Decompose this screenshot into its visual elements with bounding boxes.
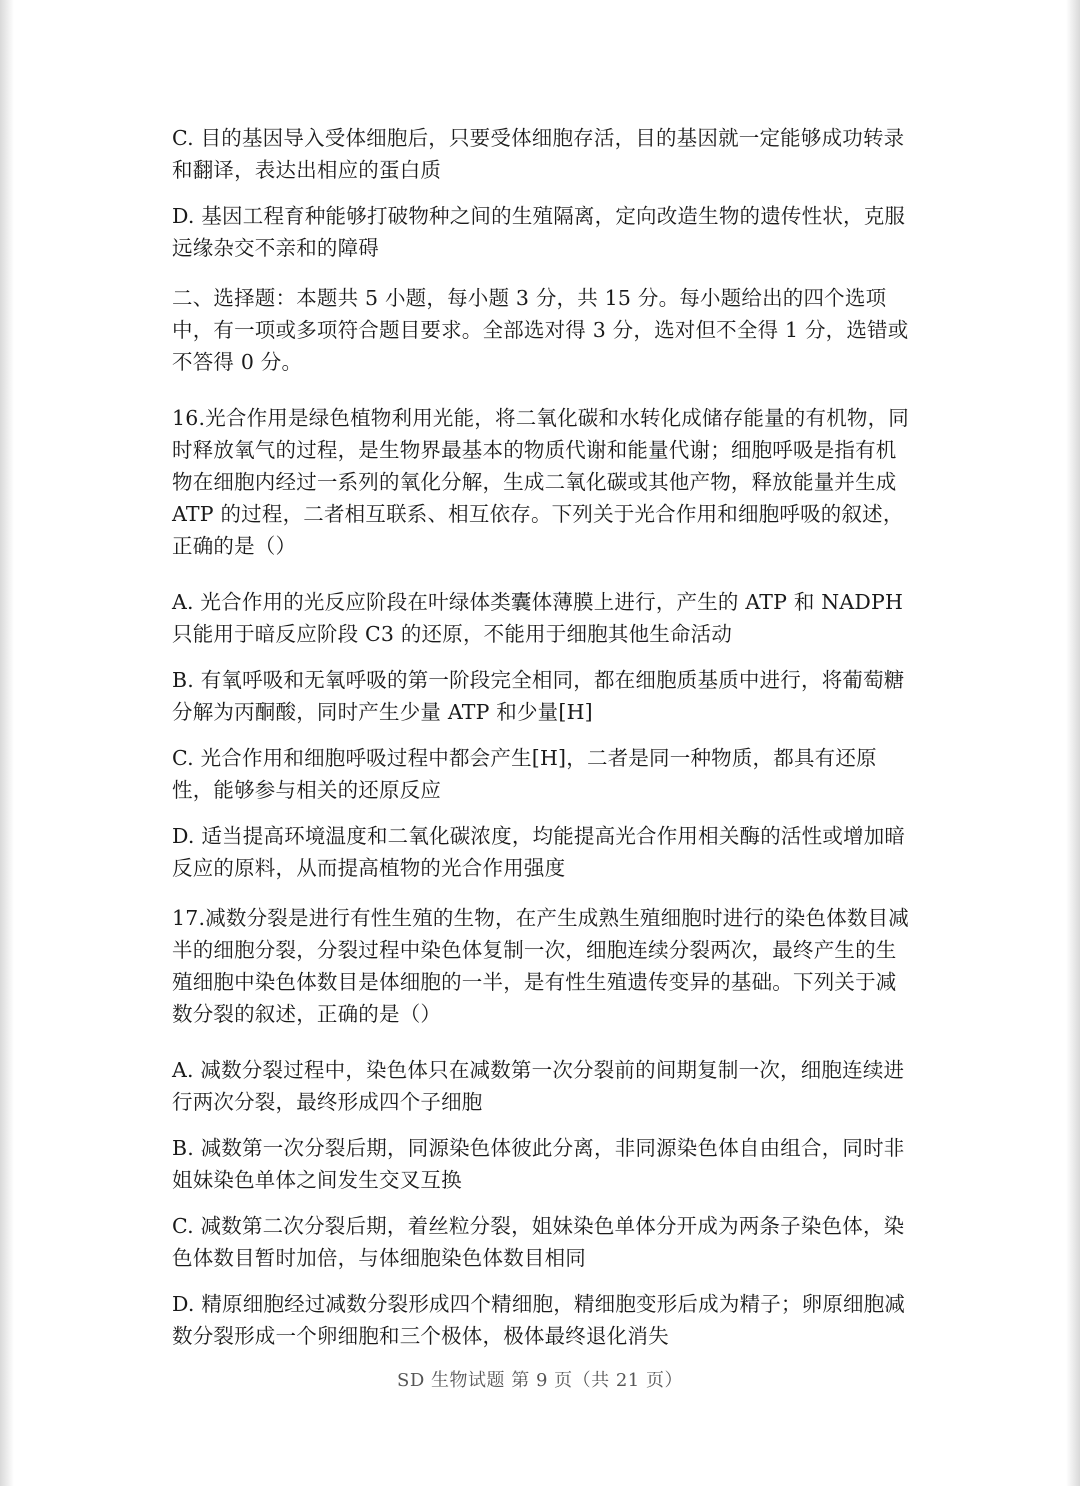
- q16-option-d: D. 适当提高环境温度和二氧化碳浓度，均能提高光合作用相关酶的活性或增加暗反应的原料，从而提高植物的光合作用强度: [172, 824, 906, 880]
- q16-option-a: A. 光合作用的光反应阶段在叶绿体类囊体薄膜上进行，产生的 ATP 和 NADPH 只能用于暗反应阶段 C3 的还原，不能用于细胞其他生命活动: [172, 590, 904, 646]
- exam-page-content: [172, 122, 912, 1366]
- page-footer: SD 生物试题 第 9 页（共 21 页）: [397, 1370, 683, 1391]
- page-edge-left: [0, 0, 14, 1486]
- q17-option-b: B. 减数第一次分裂后期，同源染色体彼此分离，非同源染色体自由组合，同时非姐妹染色单体之间发生交叉互换: [172, 1136, 905, 1192]
- q17-stem: 17.减数分裂是进行有性生殖的生物，在产生成熟生殖细胞时进行的染色体数目减半的细胞分裂，分裂过程中染色体复制一次，细胞连续分裂两次，最终产生的生殖细胞中染色体数目是体细胞的一半，是有性生殖遗传变异的基础。下列关于减数分裂的叙述，正确的是（）: [172, 906, 909, 1026]
- q16-stem: 16.光合作用是绿色植物利用光能，将二氧化碳和水转化成储存能量的有机物，同时释放氧气的过程，是生物界最基本的物质代谢和能量代谢；细胞呼吸是指有机物在细胞内经过一系列的氧化分解，生成二氧化碳或其他产物，释放能量并生成 ATP 的过程，二者相互联系、相互依存。下列关于光合作用和细胞呼吸的叙述，正确的是（）: [172, 406, 909, 558]
- q15-option-c: C. 目的基因导入受体细胞后，只要受体细胞存活，目的基因就一定能够成功转录和翻译，表达出相应的蛋白质: [172, 126, 905, 182]
- q17-option-a: A. 减数分裂过程中，染色体只在减数第一次分裂前的间期复制一次，细胞连续进行两次分裂，最终形成四个子细胞: [172, 1058, 905, 1114]
- page-edge-right: [1066, 0, 1080, 1486]
- q17-option-d: D. 精原细胞经过减数分裂形成四个精细胞，精细胞变形后成为精子；卵原细胞减数分裂形成一个卵细胞和三个极体，极体最终退化消失: [172, 1292, 906, 1348]
- q16-option-c: C. 光合作用和细胞呼吸过程中都会产生[H]，二者是同一种物质，都具有还原性，能够参与相关的还原反应: [172, 746, 877, 802]
- q16-option-b: B. 有氧呼吸和无氧呼吸的第一阶段完全相同，都在细胞质基质中进行，将葡萄糖分解为丙酮酸，同时产生少量 ATP 和少量[H]: [172, 668, 905, 724]
- q15-option-d: D. 基因工程育种能够打破物种之间的生殖隔离，定向改造生物的遗传性状，克服远缘杂交不亲和的障碍: [172, 204, 906, 260]
- section2-instructions: 二、选择题：本题共 5 小题，每小题 3 分，共 15 分。每小题给出的四个选项中，有一项或多项符合题目要求。全部选对得 3 分，选对但不全得 1 分，选错或不答得 0 分。: [172, 286, 909, 374]
- q17-option-c: C. 减数第二次分裂后期，着丝粒分裂，姐妹染色单体分开成为两条子染色体，染色体数目暂时加倍，与体细胞染色体数目相同: [172, 1214, 905, 1270]
